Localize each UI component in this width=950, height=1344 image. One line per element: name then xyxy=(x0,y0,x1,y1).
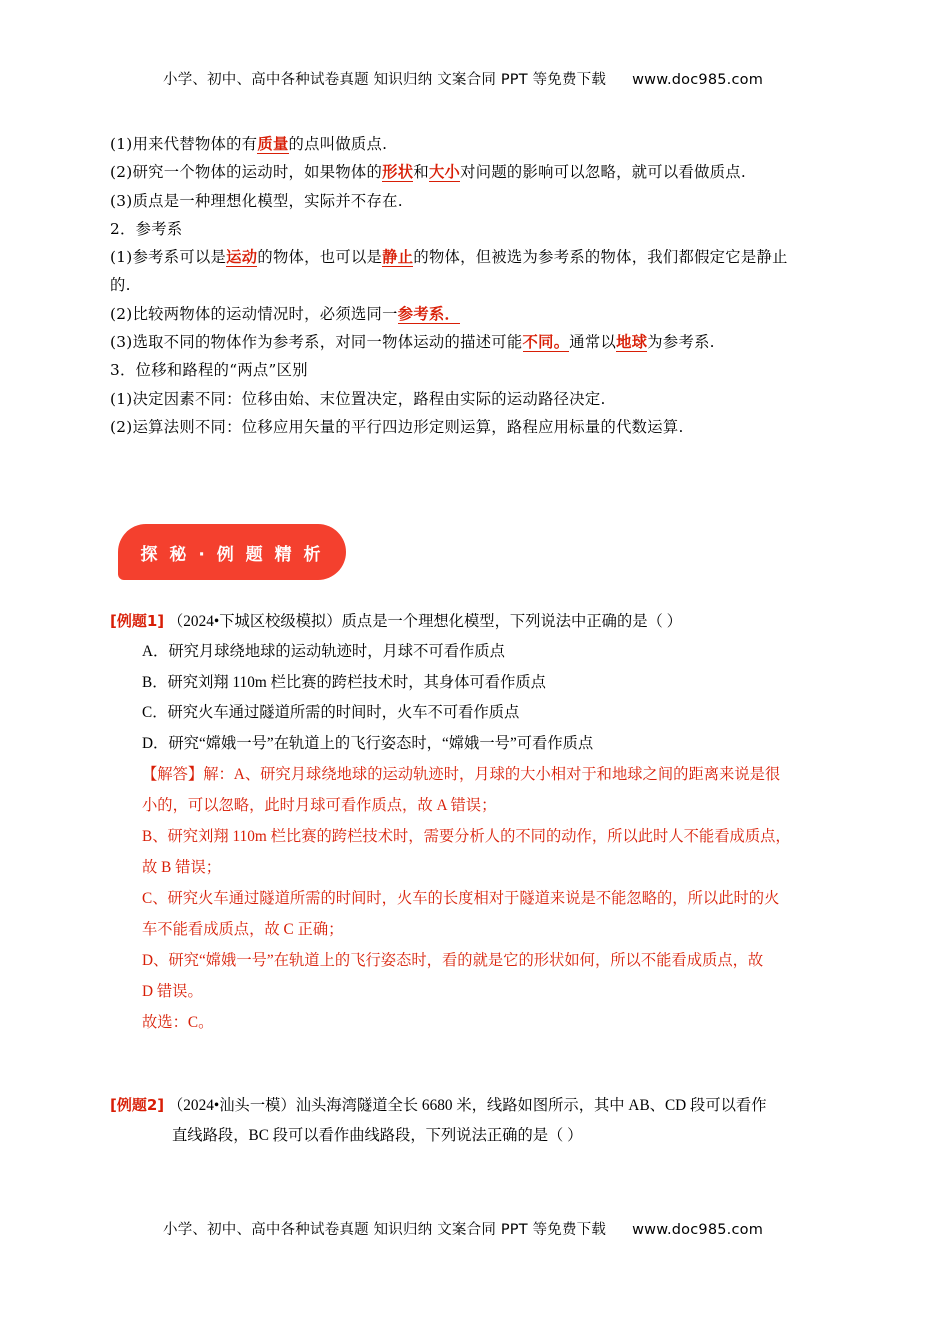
note-line-6 xyxy=(110,328,850,356)
example-1-answer-line-3: B、研究刘翔 110m 栏比赛的跨栏技术时，需要分析人的不同的动作，所以此时人不能看成质点， xyxy=(142,828,791,845)
section-banner xyxy=(118,524,346,580)
note-text: (1)参考系可以是 xyxy=(110,248,227,267)
example-1-answer-line-4: 故 B 错误； xyxy=(142,859,222,876)
example-1-answer-line-6: 车不能看成质点，故 C 正确； xyxy=(142,921,344,938)
example-2-block xyxy=(110,1090,852,1151)
note-text: (2)比较两物体的运动情况时，必须选同一 xyxy=(110,304,398,323)
page-footer xyxy=(163,1218,763,1239)
example-2-stem: （2024•汕头一模）汕头海湾隧道全长 6680 米，线路如图所示，其中 AB、CD 段可以看作 xyxy=(167,1097,767,1114)
note-text: 的物体，但被选为参考系的物体，我们都假定它是静止 xyxy=(413,248,788,267)
example-1-block xyxy=(110,606,852,1038)
highlight-keyword: 大小 xyxy=(428,163,461,182)
note-line-5 xyxy=(110,300,850,328)
note-section-2-title: 2．参考系 xyxy=(110,219,183,238)
example-2-stem-cont: 直线路段，BC 段可以看作曲线路段，下列说法正确的是（ ） xyxy=(172,1127,583,1144)
example-1-answer-line-2: 小的，可以忽略，此时月球可看作质点，故 A 错误； xyxy=(142,797,497,814)
highlight-keyword: 质量 xyxy=(257,135,289,153)
note-text: 为参考系. xyxy=(647,333,715,352)
highlight-keyword: 参考系． xyxy=(397,304,461,323)
note-line-3: (3)质点是一种理想化模型，实际并不存在. xyxy=(110,191,403,210)
example-1-answer-line-7: D、研究“嫦娥一号”在轨道上的飞行姿态时，看的就是它的形状如何，所以不能看成质点，故 xyxy=(142,952,764,969)
example-1-option-d: D．研究“嫦娥一号”在轨道上的飞行姿态时，“嫦娥一号”可看作质点 xyxy=(142,734,594,752)
highlight-keyword: 形状 xyxy=(382,163,414,182)
note-line-8: (2)运算法则不同：位移应用矢量的平行四边形定则运算，路程应用标量的代数运算. xyxy=(110,417,684,436)
example-1-answer-line-8: D 错误。 xyxy=(142,983,203,1000)
example-1-answer-line-5: C、研究火车通过隧道所需的时间时，火车的长度相对于隧道来说是不能忽略的，所以此时的火 xyxy=(142,890,780,907)
banner-pill xyxy=(118,524,346,580)
example-1-answer-line-1: 【解答】解：A、研究月球绕地球的运动轨迹时，月球的大小相对于和地球之间的距离来说是很 xyxy=(142,766,781,783)
note-text: 的物体，也可以是 xyxy=(257,248,383,267)
footer-note-text: 小学、初中、高中各种试卷真题 知识归纳 文案合同 PPT 等免费下载 xyxy=(163,1222,607,1238)
example-2-label: [例题2] xyxy=(110,1096,165,1114)
note-section-3-title: 3．位移和路程的“两点”区别 xyxy=(110,361,308,380)
highlight-keyword: 静止 xyxy=(382,248,414,267)
example-1-stem: （2024•下城区校级模拟）质点是一个理想化模型，下列说法中正确的是（ ） xyxy=(167,613,682,630)
footer-url: www.doc985.com xyxy=(632,1222,764,1238)
note-text: 和 xyxy=(413,163,429,182)
example-1-head xyxy=(110,606,852,637)
note-line-4 xyxy=(110,243,850,271)
example-2-head xyxy=(110,1090,852,1121)
highlight-keyword: 地球 xyxy=(616,333,648,352)
note-text: 对问题的影响可以忽略，就可以看做质点. xyxy=(460,163,747,182)
note-line-2 xyxy=(110,158,850,186)
example-1-answer-line-9: 故选：C。 xyxy=(142,1014,214,1031)
highlight-keyword: 不同。 xyxy=(522,333,570,352)
example-1-option-a: A．研究月球绕地球的运动轨迹时，月球不可看作质点 xyxy=(142,643,505,660)
example-1-option-c: C．研究火车通过隧道所需的时间时，火车不可看作质点 xyxy=(142,704,520,721)
page-header xyxy=(163,68,763,89)
notes-section xyxy=(110,130,850,441)
example-1-option-b: B．研究刘翔 110m 栏比赛的跨栏技术时，其身体可看作质点 xyxy=(142,673,546,691)
note-text: 的点叫做质点. xyxy=(288,135,388,153)
note-text: 通常以 xyxy=(569,333,617,352)
note-text: (1)用来代替物体的有 xyxy=(110,135,258,153)
note-line-4-cont: 的. xyxy=(110,276,131,295)
note-text: (3)选取不同的物体作为参考系，对同一物体运动的描述可能 xyxy=(110,333,523,352)
highlight-keyword: 运动 xyxy=(226,248,258,267)
note-line-7: (1)决定因素不同：位移由始、末位置决定，路程由实际的运动路径决定. xyxy=(110,389,606,408)
example-1-label: [例题1] xyxy=(110,612,165,630)
note-line-1 xyxy=(110,130,850,158)
note-text: (2)研究一个物体的运动时，如果物体的 xyxy=(110,163,383,182)
banner-label: 探 秘 · 例 题 精 析 xyxy=(140,544,324,565)
header-note-text: 小学、初中、高中各种试卷真题 知识归纳 文案合同 PPT 等免费下载 xyxy=(163,72,607,88)
header-url: www.doc985.com xyxy=(632,72,764,88)
